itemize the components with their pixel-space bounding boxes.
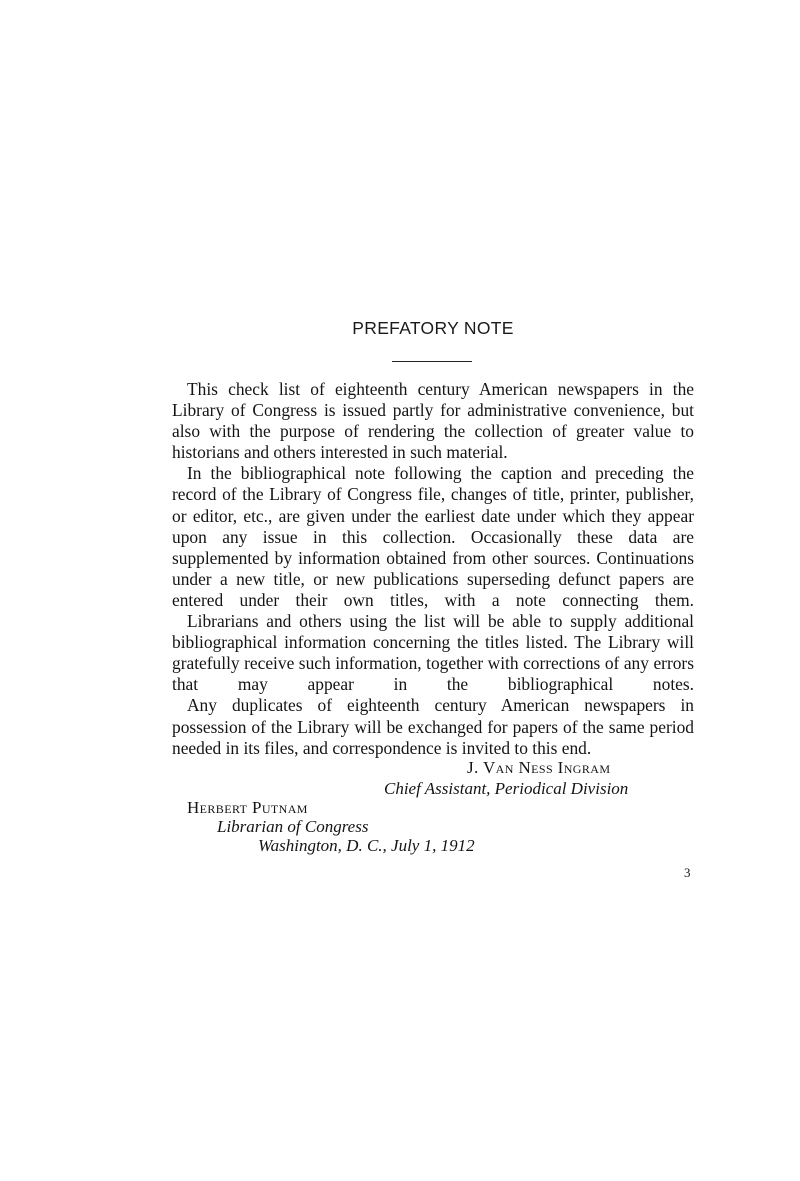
- paragraph: Any duplicates of eighteenth century American newspapers in possession of the Library will be exchanged for papers of the same period needed in its files, and correspondence is invited to this end.: [172, 695, 694, 758]
- librarian-title: Librarian of Congress: [217, 817, 369, 836]
- paragraph: This check list of eighteenth century American newspapers in the Library of Congress is issued partly for administrative convenience, but also with the purpose of rendering the collection of greater value to historians and others interested in such material.: [172, 379, 694, 463]
- librarian-name: Herbert Putnam: [187, 798, 308, 817]
- note-body: [172, 379, 694, 759]
- paragraph: Librarians and others using the list will be able to supply additional bibliographical information concerning the titles listed. The Library will gratefully receive such information, together with corrections of any errors that may appear in the bibliographical notes.: [172, 611, 694, 695]
- paragraph: In the bibliographical note following the caption and preceding the record of the Library of Congress file, changes of title, printer, publisher, or editor, etc., are given under the earliest date under which they appear upon any issue in this collection. Occasionally these data are supplemented by information obtained from other sources. Continuations under a new title, or new publications superseding defunct papers are entered under their own titles, with a note connecting them.: [172, 463, 694, 610]
- place-date: Washington, D. C., July 1, 1912: [258, 836, 475, 855]
- page-title: PREFATORY NOTE: [352, 318, 514, 338]
- signature-title: Chief Assistant, Periodical Division: [384, 779, 629, 798]
- signature-name: J. Van Ness Ingram: [467, 758, 611, 777]
- page-number: 3: [684, 865, 691, 880]
- title-rule: [392, 361, 472, 362]
